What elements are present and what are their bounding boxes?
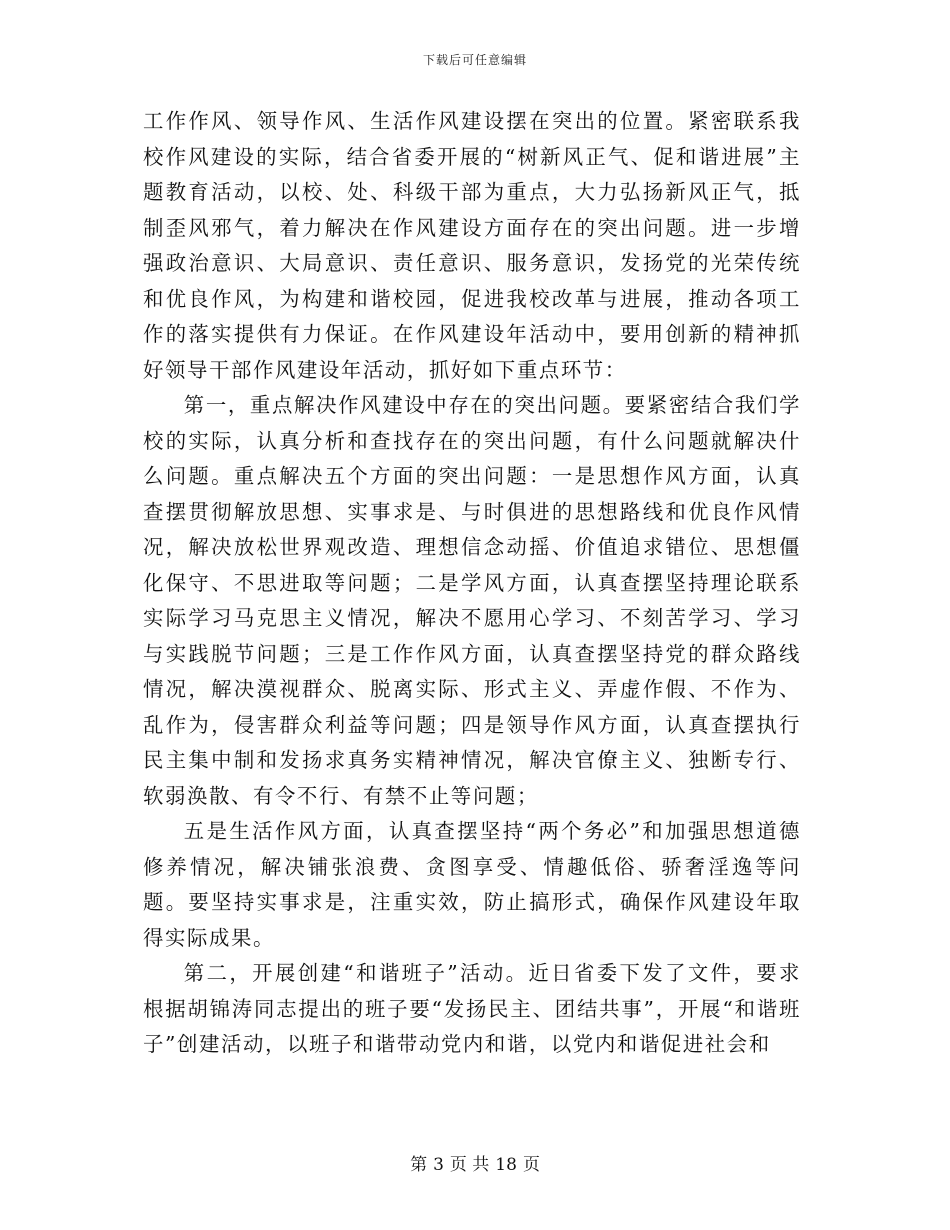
total-pages-number: 18 bbox=[495, 1155, 517, 1175]
paragraph-2: 第一，重点解决作风建设中存在的突出问题。要紧密结合我们学校的实际，认真分析和查找存在的突出问题，有什么问题就解决什么问题。重点解决五个方面的突出问题：一是思想作风方面，认真查摆贯彻解放思想、实事求是、与时俱进的思想路线和优良作风情况，解决放松世界观改造、理想信念动摇、价值追求错位、思想僵化保守、不思进取等问题；二是学风方面，认真查摆坚持理论联系实际学习马克思主义情况，解决不愿用心学习、不刻苦学习、学习与实践脱节问题；三是工作作风方面，认真查摆坚持党的群众路线情况，解决漠视群众、脱离实际、形式主义、弄虚作假、不作为、乱作为，侵害群众利益等问题；四是领导作风方面，认真查摆执行民主集中制和发扬求真务实精神情况，解决官僚主义、独断专行、软弱涣散、有令不行、有禁不止等问题； bbox=[143, 393, 801, 808]
footer-prefix: 第 bbox=[410, 1155, 428, 1175]
paragraph-3: 五是生活作风方面，认真查摆坚持“两个务必”和加强思想道德修养情况，解决铺张浪费、贪图享受、情趣低俗、骄奢淫逸等问题。要坚持实事求是，注重实效，防止搞形式，确保作风建设年取得实际成果。 bbox=[143, 819, 801, 950]
page-footer bbox=[0, 1154, 950, 1176]
footer-suffix: 页 bbox=[522, 1155, 540, 1175]
page-header: 下载后可任意编辑 bbox=[422, 53, 527, 67]
current-page-number: 3 bbox=[433, 1155, 444, 1175]
paragraph-1: 工作作风、领导作风、生活作风建设摆在突出的位置。紧密联系我校作风建设的实际，结合省委开展的“树新风正气、促和谐进展”主题教育活动，以校、处、科级干部为重点，大力弘扬新风正气，抵制歪风邪气，着力解决在作风建设方面存在的突出问题。进一步增强政治意识、大局意识、责任意识、服务意识，发扬党的光荣传统和优良作风，为构建和谐校园，促进我校改革与进展，推动各项工作的落实提供有力保证。在作风建设年活动中，要用创新的精神抓好领导干部作风建设年活动，抓好如下重点环节： bbox=[143, 109, 801, 382]
document-body bbox=[143, 104, 801, 1063]
paragraph-4: 第二，开展创建“和谐班子”活动。近日省委下发了文件，要求根据胡锦涛同志提出的班子要“发扬民主、团结共事”，开展“和谐班子”创建活动，以班子和谐带动党内和谐，以党内和谐促进社会和 bbox=[143, 961, 801, 1056]
footer-middle: 页 共 bbox=[449, 1155, 490, 1175]
